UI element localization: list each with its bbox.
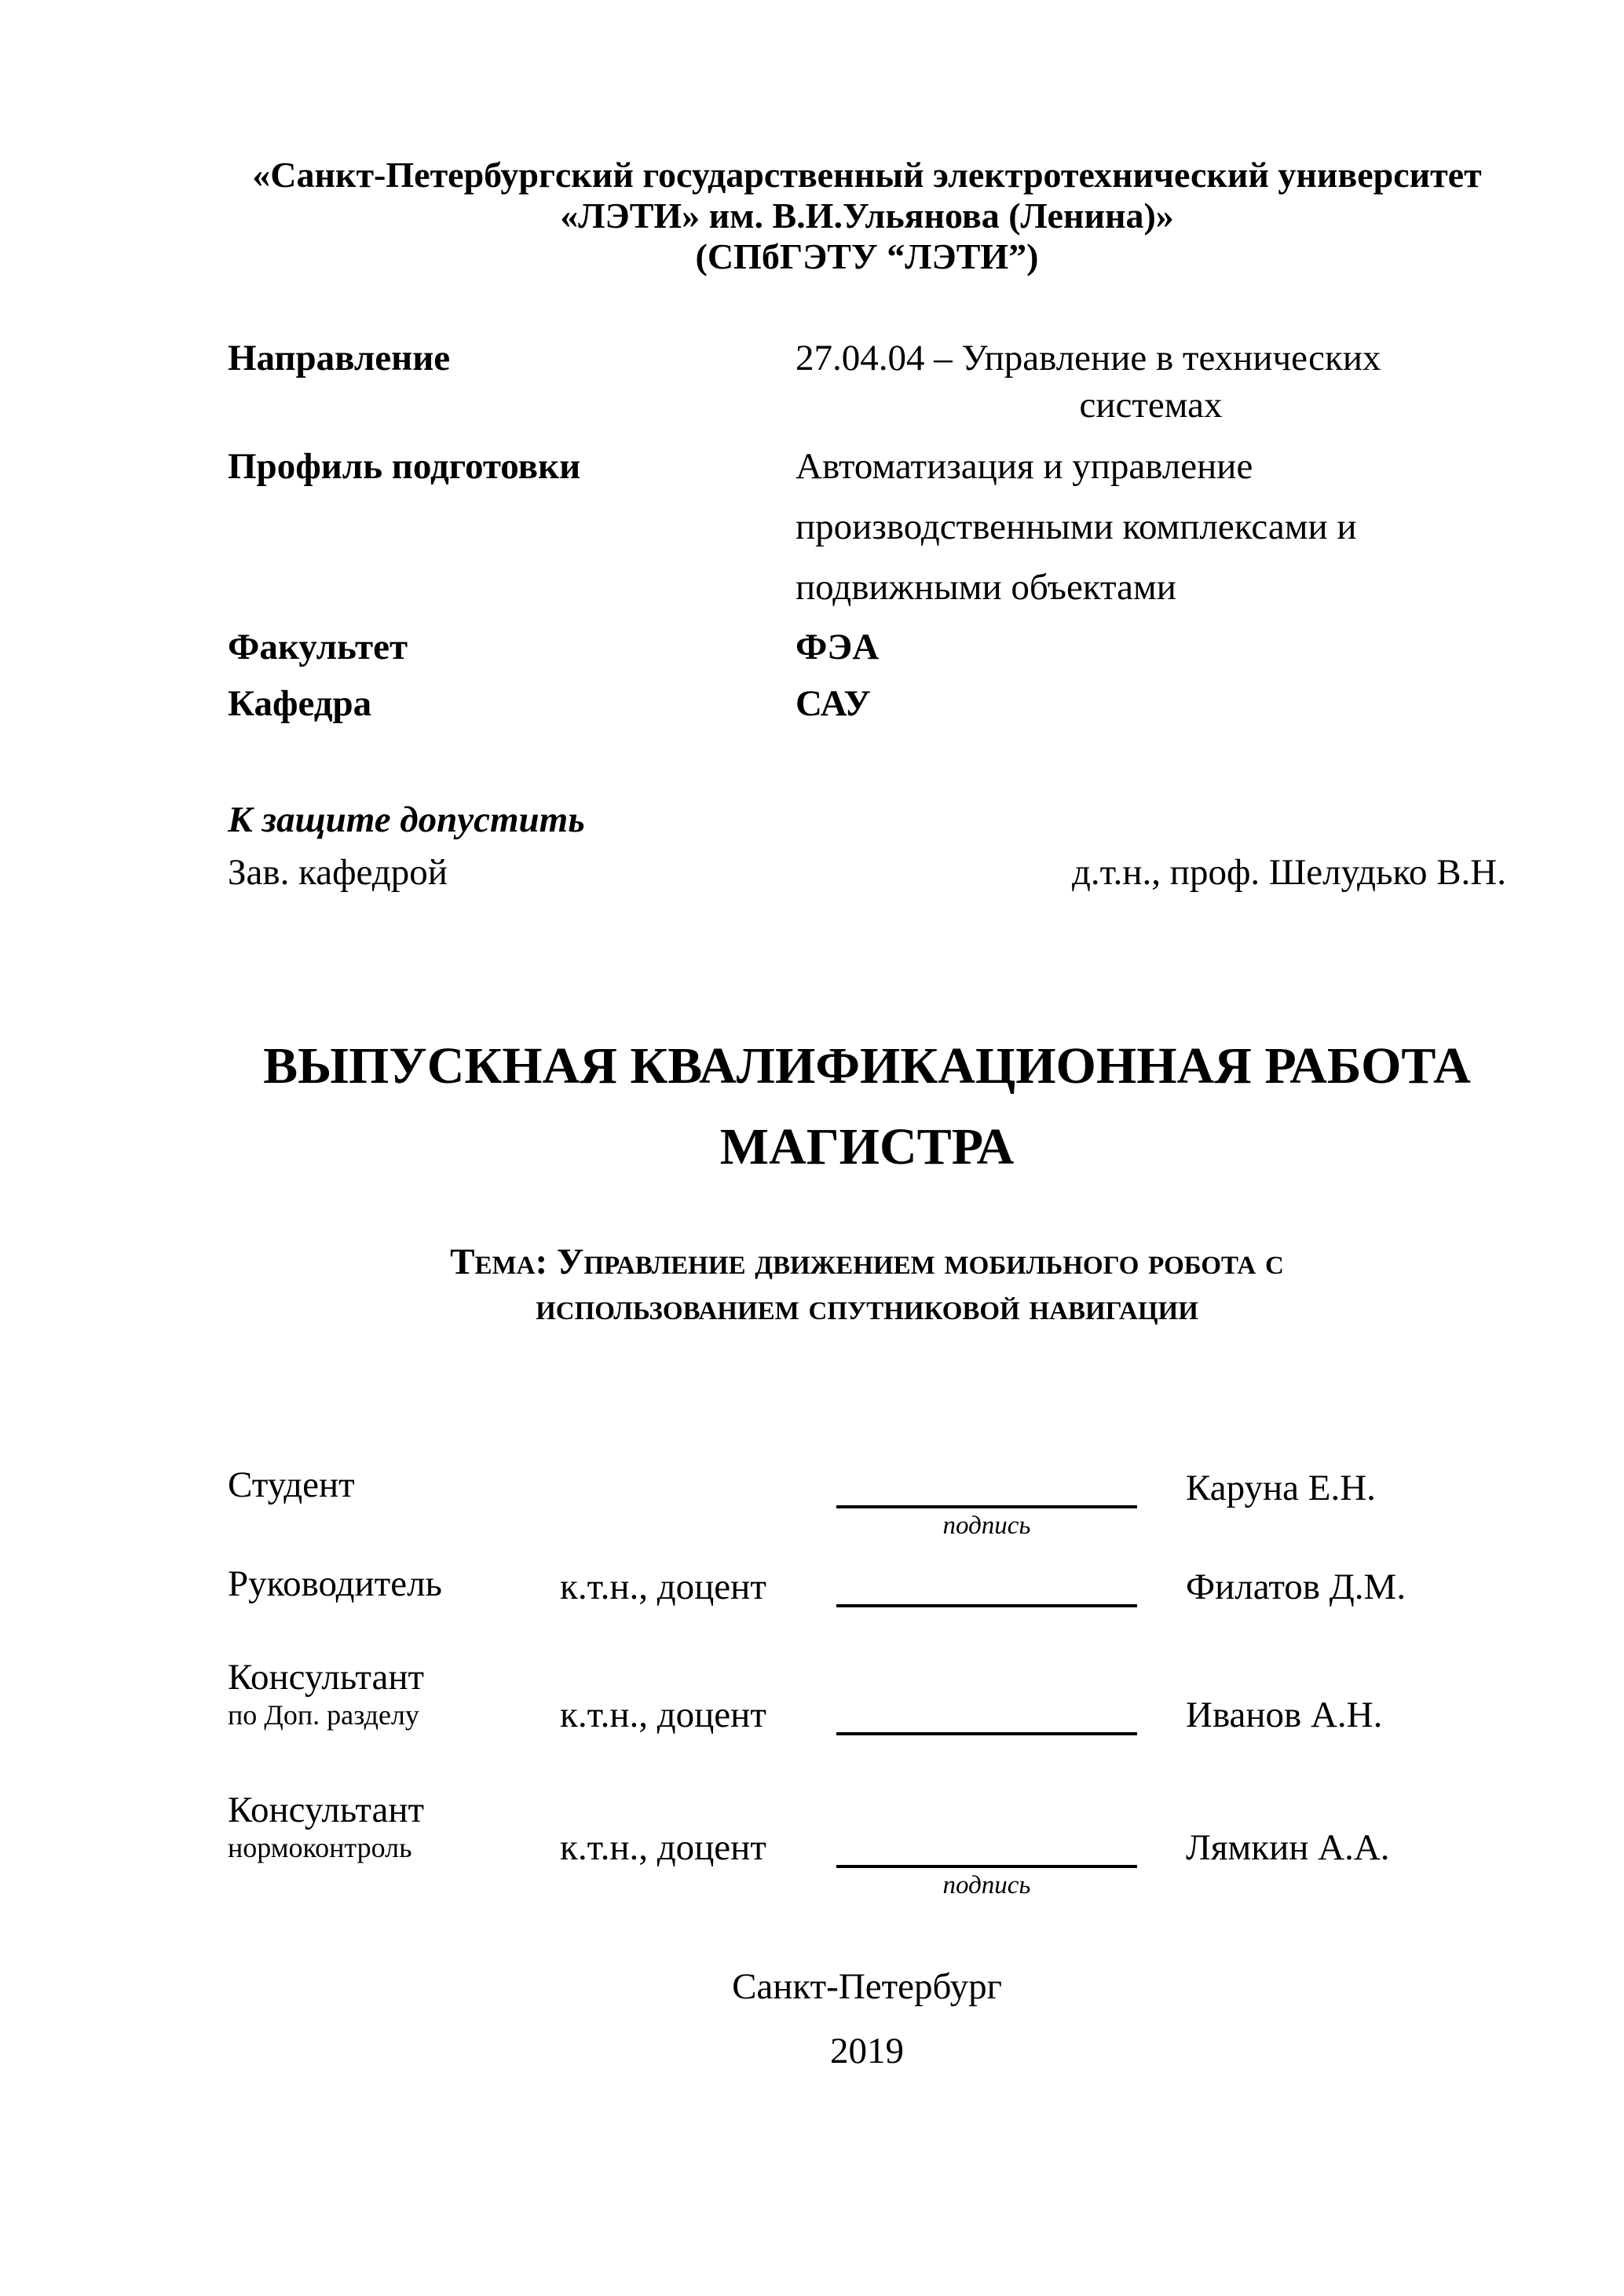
admission-row (228, 849, 1506, 896)
consultant-additional-role-label: Консультант (228, 1657, 425, 1698)
consultant-additional-role (228, 1657, 560, 1732)
supervisor-name: Филатов Д.М. (1186, 1567, 1406, 1607)
consultant-additional-name: Иванов А.Н. (1186, 1695, 1383, 1735)
consultant-normcontrol-role (228, 1790, 560, 1865)
university-name-line-1: «Санкт-Петербургский государственный электротехнический университет (252, 155, 1482, 195)
consultant-normcontrol-signature-caption: подпись (942, 1871, 1031, 1899)
department-value: САУ (796, 683, 871, 724)
supervisor-degree: к.т.н., доцент (560, 1567, 766, 1607)
consultant-additional-signature-line (836, 1732, 1137, 1735)
supervisor-role-label: Руководитель (228, 1563, 442, 1604)
consultant-normcontrol-signature-area (836, 1824, 1137, 1899)
consultant-normcontrol-signature-line (836, 1865, 1137, 1868)
university-header (228, 155, 1506, 277)
university-name-line-2: «ЛЭТИ» им. В.И.Ульянова (Ленина)» (560, 196, 1174, 236)
supervisor-role (228, 1563, 560, 1604)
student-signature-caption: подпись (942, 1512, 1031, 1540)
admission-role: Зав. кафедрой (228, 852, 448, 893)
profile-value-line-3: подвижными объектами (796, 567, 1176, 608)
direction-label: Направление (228, 338, 451, 378)
supervisor-signature-line (836, 1604, 1137, 1607)
department-label: Кафедра (228, 683, 372, 724)
main-title (228, 1026, 1506, 1187)
consultant-normcontrol-degree: к.т.н., доцент (560, 1827, 766, 1868)
consultant-additional-role-note: по Доп. разделу (228, 1699, 419, 1731)
signature-row-student (228, 1464, 1506, 1540)
direction-value-line-1: 27.04.04 – Управление в технических (796, 338, 1381, 378)
direction-value-line-2: системах (1079, 385, 1223, 426)
footer-city: Санкт-Петербург (732, 1966, 1002, 2007)
supervisor-signature-area (836, 1563, 1137, 1610)
profile-label: Профиль подготовки (228, 446, 581, 487)
profile-value-line-1: Автоматизация и управление (796, 446, 1253, 487)
admission-heading: К защите допустить (228, 799, 585, 840)
consultant-additional-degree: к.т.н., доцент (560, 1695, 766, 1735)
thesis-topic (228, 1239, 1506, 1330)
student-role (228, 1464, 560, 1505)
consultant-additional-signature-area (836, 1691, 1137, 1738)
field-row-faculty (228, 623, 1506, 671)
main-title-line-2: МАГИСТРА (719, 1118, 1015, 1175)
student-name: Каруна Е.Н. (1186, 1468, 1376, 1508)
consultant-normcontrol-role-label: Консультант (228, 1790, 425, 1830)
consultant-normcontrol-role-note: нормоконтроль (228, 1832, 412, 1863)
signature-row-supervisor (228, 1563, 1506, 1610)
faculty-value: ФЭА (796, 627, 880, 667)
student-signature-line (836, 1505, 1137, 1508)
thesis-topic-line-1: Тема: Управление движением мобильного робота с (450, 1241, 1284, 1282)
field-row-department (228, 680, 1506, 727)
profile-value (796, 437, 1506, 618)
footer-year: 2019 (830, 2031, 904, 2071)
signature-row-consultant-additional (228, 1657, 1506, 1738)
student-role-label: Студент (228, 1464, 355, 1505)
direction-value (796, 335, 1506, 429)
consultant-normcontrol-name: Лямкин А.А. (1186, 1827, 1390, 1868)
main-title-line-1: ВЫПУСКНАЯ КВАЛИФИКАЦИОННАЯ РАБОТА (263, 1037, 1471, 1095)
field-row-profile (228, 437, 1506, 618)
field-row-direction (228, 335, 1506, 429)
university-abbreviation: (СПбГЭТУ “ЛЭТИ”) (695, 236, 1039, 276)
signature-row-consultant-normcontrol (228, 1790, 1506, 1899)
student-signature-area (836, 1464, 1137, 1540)
faculty-label: Факультет (228, 627, 408, 667)
profile-value-line-2: производственными комплексами и (796, 506, 1357, 547)
thesis-topic-line-2: использованием спутниковой навигации (536, 1287, 1198, 1328)
admission-person: д.т.н., проф. Шелудько В.Н. (1071, 852, 1506, 893)
